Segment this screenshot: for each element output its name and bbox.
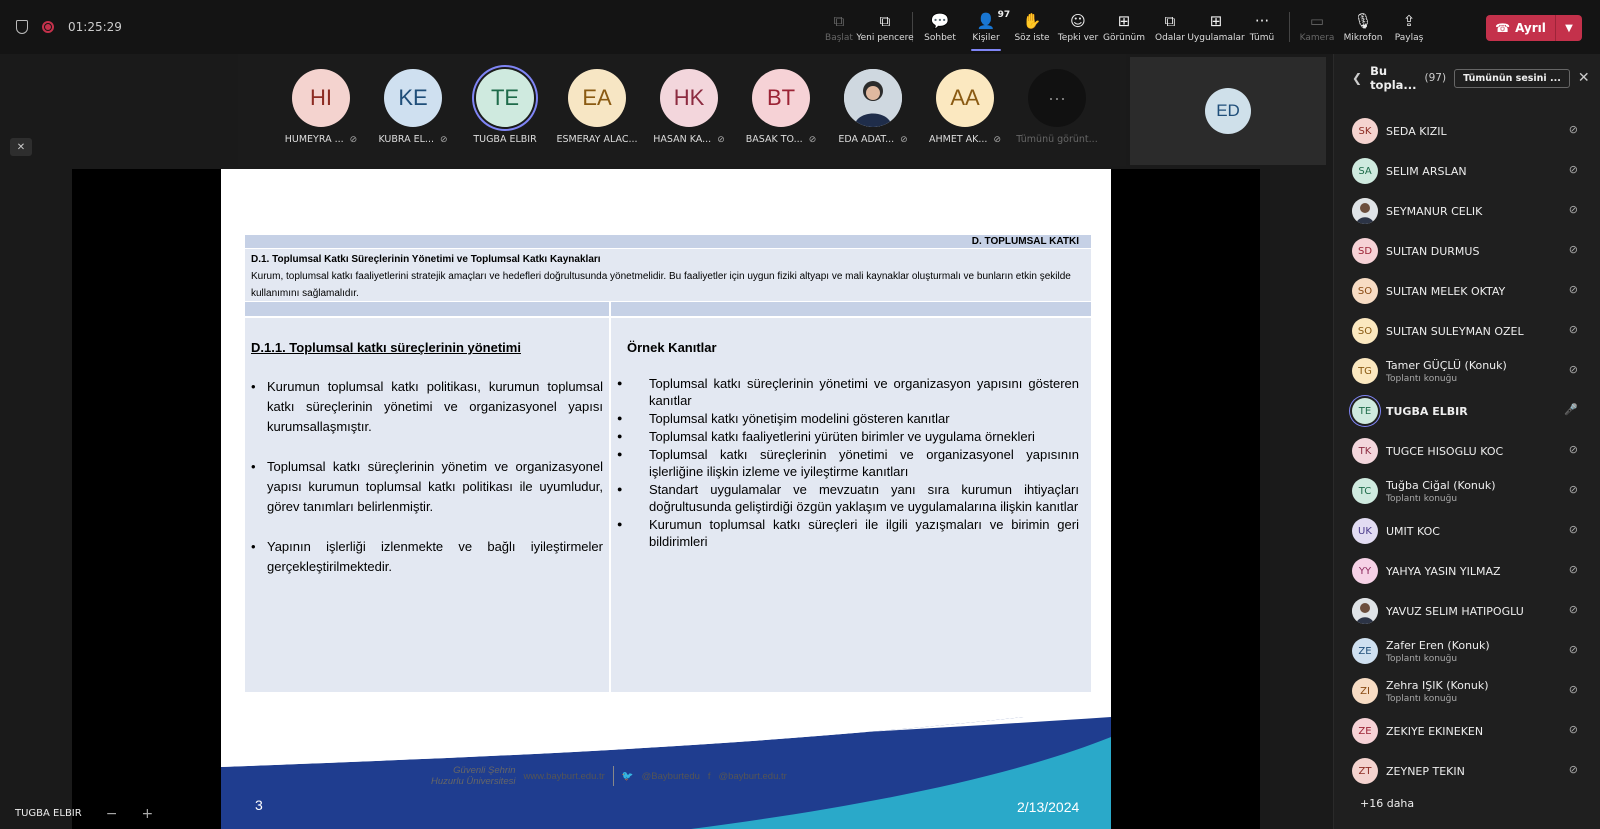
participant-info (1386, 525, 1440, 538)
mic-icon: 🎤 (1564, 403, 1578, 416)
participant-name: AHMET AK... (929, 134, 988, 145)
participant-avatar: HI (292, 69, 350, 127)
participant-name-row (473, 134, 536, 145)
mic-off-icon: ⊘ (1568, 483, 1578, 496)
participant-avatar: HK (660, 69, 718, 127)
slide-number: 3 (255, 797, 263, 813)
participant-tile[interactable] (367, 54, 459, 166)
panel-title: Bu topla... (1370, 64, 1417, 92)
mic-off-icon: ⊘ (900, 134, 908, 145)
more-button[interactable] (1239, 0, 1285, 54)
slide-date: 2/13/2024 (1017, 799, 1080, 815)
mic-off-button[interactable] (1340, 0, 1386, 54)
participant-info (1386, 165, 1467, 178)
participant-name: HASAN KA... (653, 134, 712, 145)
participant-row[interactable] (1334, 191, 1600, 231)
raise-hand-label: Söz iste (1014, 32, 1050, 43)
participant-name: SEYMANUR CELIK (1386, 204, 1483, 218)
criteria-list (251, 377, 603, 577)
participant-avatar: TC (1352, 478, 1378, 504)
camera-off-icon: ▭ (1309, 11, 1325, 30)
mic-off-icon: ⊘ (993, 134, 1001, 145)
mic-off-icon: ⊘ (1568, 163, 1578, 176)
mic-off-icon: ⊘ (717, 134, 725, 145)
mic-off-label: Mikrofon (1343, 32, 1383, 43)
participant-avatar (1352, 198, 1378, 224)
participant-name: TUGBA ELBIR (1386, 404, 1468, 418)
show-all-label: Tümünü görünt... (1016, 134, 1098, 145)
mic-off-icon: ⊘ (1568, 643, 1578, 656)
participant-name: KUBRA EL... (378, 134, 434, 145)
participant-name: HUMEYRA ... (284, 134, 344, 145)
participant-avatar: ZE (1352, 718, 1378, 744)
participant-name: ZEYNEP TEKIN (1386, 764, 1465, 778)
presentation-slide (221, 169, 1111, 829)
criteria-item: • Toplumsal katkı süreçlerinin yönetim ve organizasyonel yapısı kurumun toplumsal katkı politikası ile uyumludur, görev tanımları belirlenmiştir. (251, 457, 603, 517)
mic-off-icon: ⊘ (1568, 323, 1578, 336)
view-icon: ⊞ (1117, 11, 1131, 30)
mic-off-icon: ⊘ (1568, 123, 1578, 136)
meeting-timer: 01:25:29 (68, 20, 122, 34)
mic-off-icon: ⊘ (808, 134, 817, 145)
participant-avatar (844, 69, 902, 127)
react-label: Tepki ver (1057, 32, 1099, 43)
participant-tile[interactable] (735, 54, 827, 166)
participant-name-row (838, 134, 907, 145)
participant-tile[interactable] (459, 54, 551, 166)
criteria-item: • Yapının işlerliği izlenmekte ve bağlı iyileştirmeler gerçekleştirilmektedir. (251, 537, 603, 577)
mic-off-icon: 🎙 (1353, 11, 1373, 30)
participant-row[interactable] (1334, 671, 1600, 711)
phone-icon: ☎ (1495, 21, 1511, 35)
mic-off-icon: ⊘ (1568, 443, 1578, 456)
participant-avatar: SD (1352, 238, 1378, 264)
participant-row[interactable] (1334, 391, 1600, 431)
brand-divider (613, 766, 614, 786)
shared-screen (72, 169, 1260, 829)
brand-website: www.bayburt.edu.tr (523, 770, 605, 782)
toolbar-divider (1289, 12, 1290, 42)
brand-twitter: @Bayburtedu (641, 770, 700, 782)
participant-info (1386, 325, 1524, 338)
slide-branding (431, 765, 787, 787)
evidence-item: ● Toplumsal katkı süreçlerinin yönetimi ve organizasyon yapısını gösteren kanıtlar (619, 375, 1079, 409)
evidence-item: ● Standart uygulamalar ve mevzuatın yanı sıra kurumun ihtiyaçları doğrultusunda geliştirdiği özgün yaklaşım ve uygulamalarına ilişkin kanıtlar (619, 481, 1079, 515)
camera-off-button[interactable] (1294, 0, 1340, 54)
participant-name: UMIT KOC (1386, 524, 1440, 538)
brand-slogan-1: Güvenli Şehrin (453, 765, 516, 776)
participant-name: ZEKIYE EKINEKEN (1386, 724, 1484, 738)
participant-info (1386, 285, 1505, 298)
toolbar-actions (816, 0, 1432, 54)
participant-avatar: ZT (1352, 758, 1378, 784)
rooms-label: Odalar (1154, 32, 1186, 43)
share-icon: ⇪ (1402, 11, 1416, 30)
participant-name-row (285, 134, 357, 145)
participant-info (1386, 359, 1507, 384)
participant-info (1386, 205, 1482, 218)
participant-name: Zafer Eren (Konuk) (1386, 638, 1490, 652)
react-button[interactable] (1055, 0, 1101, 54)
participant-name: EDA ADAT... (838, 134, 895, 145)
meeting-toolbar (0, 0, 1600, 54)
slide-right-column (611, 318, 1091, 692)
chat-button[interactable] (917, 0, 963, 54)
participant-tile[interactable] (827, 54, 919, 166)
view-button[interactable] (1101, 0, 1147, 54)
participant-info (1386, 565, 1501, 578)
participant-role: Toplantı konuğu (1386, 653, 1458, 664)
participant-name: SULTAN SULEYMAN OZEL (1386, 324, 1524, 338)
slide-section-header: D. TOPLUMSAL KATKI (245, 235, 1091, 248)
participant-info (1386, 445, 1503, 458)
participant-name-row (929, 134, 1001, 145)
participant-name-row (653, 134, 724, 145)
participant-name-row (378, 134, 447, 145)
participant-name: SELIM ARSLAN (1386, 164, 1467, 178)
leave-label: Ayrıl (1515, 21, 1546, 35)
participant-list (1334, 102, 1600, 791)
share-label: Paylaş (1394, 32, 1424, 43)
share-button[interactable] (1386, 0, 1432, 54)
participant-row[interactable] (1334, 151, 1600, 191)
zoom-in-icon[interactable]: + (141, 805, 154, 822)
participant-avatar: YY (1352, 558, 1378, 584)
participant-info (1386, 765, 1465, 778)
participant-avatar: EA (568, 69, 626, 127)
participant-name: Tuğba Ciğal (Konuk) (1386, 478, 1496, 492)
mic-off-icon: ⊘ (1568, 363, 1578, 376)
participant-avatar: ZI (1352, 678, 1378, 704)
participant-info (1386, 639, 1490, 664)
participant-avatar: UK (1352, 518, 1378, 544)
criteria-item: • Kurumun toplumsal katkı politikası, kurumun toplumsal katkı süreçlerinin yönetimi ve organizasyonel yapısı kurumsallaşmıştır. (251, 377, 603, 437)
participant-avatar: SK (1352, 118, 1378, 144)
camera-off-label: Kamera (1299, 32, 1335, 43)
participant-info (1386, 479, 1496, 504)
mic-off-icon: ✕ (10, 138, 32, 156)
participant-avatar: AA (936, 69, 994, 127)
slide-divider-bar (245, 302, 1091, 316)
meeting-stage (0, 54, 1333, 829)
rooms-icon: ⧉ (1164, 11, 1176, 30)
rooms-button[interactable] (1147, 0, 1193, 54)
mic-off-icon: ⊘ (440, 134, 448, 145)
participant-row[interactable] (1334, 111, 1600, 151)
participant-row[interactable] (1334, 751, 1600, 791)
participant-name-row (556, 134, 637, 145)
participant-name: YAHYA YASIN YILMAZ (1386, 564, 1501, 578)
participant-row[interactable] (1334, 591, 1600, 631)
evidence-item: ● Toplumsal katkı süreçlerinin yönetimi ve organizasyonel yapısının işlerliğine ilişkin izleme ve iyileştirme kanıtları (619, 446, 1079, 480)
participant-name: SEDA KIZIL (1386, 124, 1447, 138)
participant-name-row (746, 134, 816, 145)
participant-name: BASAK TO... (745, 134, 803, 145)
participant-name: TUGCE HISOGLU KOC (1386, 444, 1504, 458)
participant-avatar: SO (1352, 318, 1378, 344)
people-button[interactable] (963, 0, 1009, 54)
raise-hand-button[interactable] (1009, 0, 1055, 54)
start-button[interactable] (816, 0, 862, 54)
participant-avatar: SO (1352, 278, 1378, 304)
participant-avatar (1352, 598, 1378, 624)
evidence-list (619, 375, 1079, 550)
slide-left-column (245, 318, 609, 692)
participant-info (1386, 725, 1483, 738)
participant-row[interactable] (1334, 471, 1600, 511)
apps-label: Uygulamalar (1187, 32, 1245, 43)
twitter-icon: 🐦 (621, 770, 634, 782)
slide-right-title: Örnek Kanıtlar (627, 340, 717, 355)
participant-row[interactable] (1334, 711, 1600, 751)
mic-off-icon: ⊘ (1568, 203, 1578, 216)
participant-avatar: TG (1352, 358, 1378, 384)
mic-off-icon: ⊘ (1568, 763, 1578, 776)
participant-row[interactable] (1334, 511, 1600, 551)
participant-avatar: SA (1352, 158, 1378, 184)
chat-icon: 💬 (930, 11, 950, 30)
close-icon[interactable]: ✕ (1577, 70, 1590, 86)
slide-d1-text: Kurum, toplumsal katkı faaliyetlerini stratejik amaçları ve hedefleri doğrultusunda yönetmelidir. Bu faaliyetler için uygun fiziki altyapı ve mali kaynaklar oluşturmalı ve bunların etkin şekilde kullanımını sağlamalıdır. (251, 271, 1071, 299)
participant-row[interactable] (1334, 431, 1600, 471)
slide-left-title: D.1.1. Toplumsal katkı süreçlerinin yönetimi (251, 340, 521, 355)
people-panel-header (1334, 54, 1600, 102)
mic-off-icon: ⊘ (1568, 523, 1578, 536)
people-label: Kişiler (972, 32, 1000, 43)
participant-avatar: TE (476, 69, 534, 127)
show-all-tile[interactable] (1011, 54, 1103, 166)
participant-tile[interactable] (551, 54, 643, 166)
people-panel (1333, 54, 1600, 829)
start-icon: ⧉ (833, 11, 845, 30)
participant-info (1386, 679, 1489, 704)
mute-all-button[interactable]: Tümünün sesini ... (1454, 69, 1570, 88)
evidence-item: ● Kurumun toplumsal katkı süreçleri ile ilgili yazışmaları ve birimin geri bildirimleri (619, 516, 1079, 550)
participant-info (1386, 605, 1524, 618)
participant-tile[interactable] (643, 54, 735, 166)
mic-off-icon: ⊘ (1568, 283, 1578, 296)
participant-row[interactable] (1334, 311, 1600, 351)
participant-name: SULTAN DURMUS (1386, 244, 1480, 258)
people-count: 97 (997, 9, 1011, 20)
start-label: Başlat (825, 32, 853, 43)
leave-button[interactable] (1486, 15, 1582, 41)
presenter-name: TUGBA ELBIR (15, 808, 82, 819)
participant-row[interactable] (1334, 231, 1600, 271)
participant-name: ESMERAY ALAC... (556, 134, 638, 145)
more-icon: ··· (1028, 69, 1086, 127)
slide-d1-box (245, 249, 1091, 301)
participant-avatar: BT (752, 69, 810, 127)
participant-info (1386, 125, 1447, 138)
self-video-tile[interactable] (1130, 57, 1326, 165)
presenter-bar (0, 798, 160, 829)
participant-name: Zehra IŞIK (Konuk) (1386, 678, 1489, 692)
participant-info (1386, 405, 1468, 418)
mic-off-icon: ⊘ (1568, 723, 1578, 736)
participant-row[interactable] (1334, 351, 1600, 391)
apps-button[interactable] (1187, 0, 1245, 54)
brand-slogan-2: Huzurlu Üniversitesi (431, 776, 516, 787)
popout-button[interactable] (856, 0, 914, 54)
self-avatar: ED (1205, 88, 1251, 134)
mic-off-icon: ⊘ (1568, 563, 1578, 576)
raise-hand-icon: ✋ (1022, 11, 1042, 30)
participant-count: (97) (1424, 72, 1447, 84)
mic-off-icon: ⊘ (1568, 603, 1578, 616)
mic-off-icon: ⊘ (349, 134, 358, 145)
popout-label: Yeni pencere (856, 32, 914, 43)
chevron-down-icon[interactable]: ▼ (1565, 22, 1573, 34)
mic-off-icon: ⊘ (1568, 683, 1578, 696)
participant-role: Toplantı konuğu (1386, 693, 1458, 704)
more-icon: ··· (1254, 11, 1270, 30)
more-label: Tümü (1249, 32, 1275, 43)
participant-role: Toplantı konuğu (1386, 373, 1458, 384)
mic-off-icon: ⊘ (1568, 243, 1578, 256)
participant-role: Toplantı konuğu (1386, 493, 1458, 504)
show-more-link[interactable]: +16 daha (1360, 796, 1415, 810)
chevron-left-icon[interactable]: ❮ (1352, 71, 1363, 85)
shield-icon[interactable] (16, 20, 28, 34)
participant-name: YAVUZ SELIM HATIPOGLU (1386, 604, 1524, 618)
participant-name: TUGBA ELBIR (473, 134, 537, 145)
participant-avatar: KE (384, 69, 442, 127)
people-icon: 👤 97 (976, 9, 1011, 30)
participant-row[interactable] (1334, 551, 1600, 591)
participant-name: SULTAN MELEK OKTAY (1386, 284, 1506, 298)
participant-tile[interactable] (919, 54, 1011, 166)
participant-row[interactable] (1334, 271, 1600, 311)
participant-tile[interactable] (275, 54, 367, 166)
participant-name: Tamer GÜÇLÜ (Konuk) (1386, 358, 1507, 372)
zoom-out-icon[interactable]: − (105, 805, 118, 822)
facebook-icon: f (707, 770, 711, 782)
participant-row[interactable] (1334, 631, 1600, 671)
view-label: Görünüm (1102, 32, 1146, 43)
popout-icon: ⧉ (879, 11, 891, 30)
evidence-item: ● Toplumsal katkı faaliyetlerini yürüten birimler ve uygulama örnekleri (619, 428, 1079, 445)
react-icon: ☺ (1070, 11, 1086, 30)
apps-icon: ⊞ (1209, 11, 1223, 30)
slide-d1-title: D.1. Toplumsal Katkı Süreçlerinin Yönetimi ve Toplumsal Katkı Kaynakları (251, 254, 601, 265)
participant-avatar: TE (1352, 398, 1378, 424)
participant-avatar: TK (1352, 438, 1378, 464)
brand-facebook: @bayburt.edu.tr (718, 770, 787, 782)
recording-icon (42, 21, 54, 33)
meeting-status (0, 20, 400, 34)
evidence-item: ● Toplumsal katkı yönetişim modelini gösteren kanıtlar (619, 410, 1079, 427)
participant-strip (238, 54, 1126, 166)
participant-avatar: ZE (1352, 638, 1378, 664)
chat-label: Sohbet (924, 32, 956, 43)
participant-info (1386, 245, 1479, 258)
